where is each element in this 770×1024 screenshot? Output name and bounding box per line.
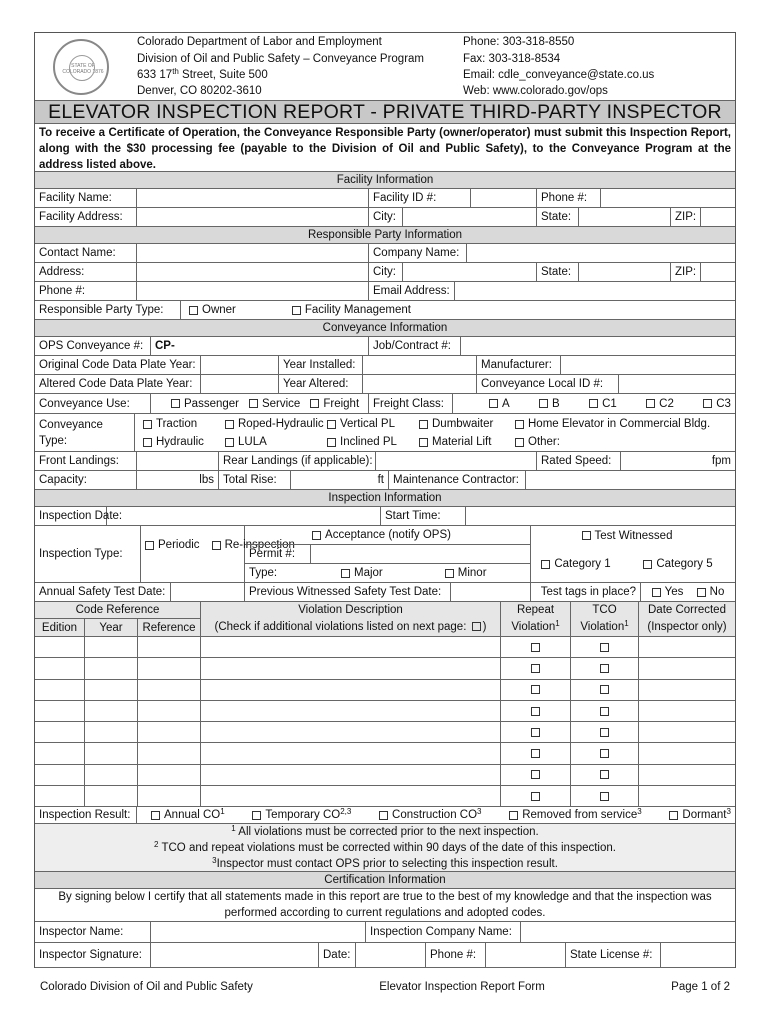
facility-state-input[interactable] xyxy=(579,208,671,226)
party-state-input[interactable] xyxy=(579,263,671,281)
description-input[interactable] xyxy=(201,658,501,678)
repeat-violation-checkbox[interactable] xyxy=(501,701,571,721)
edition-input[interactable] xyxy=(35,743,85,763)
label: Inspection Date: xyxy=(35,507,107,525)
party-city-input[interactable] xyxy=(403,263,537,281)
facility-management-checkbox[interactable]: Facility Management xyxy=(292,304,411,316)
company-name-input[interactable] xyxy=(467,244,735,262)
party-address-input[interactable] xyxy=(137,263,369,281)
label: State: xyxy=(537,208,579,226)
label: Rear Landings (if applicable): xyxy=(219,452,376,470)
label: Permit #: xyxy=(245,545,311,563)
label: Inspection Type: xyxy=(35,526,141,582)
label: Year Installed: xyxy=(279,356,363,374)
removed-from-service-checkbox[interactable]: Removed from service $^3$ xyxy=(509,809,642,821)
label: State License #: xyxy=(566,943,661,967)
party-email-input[interactable] xyxy=(455,282,735,300)
fax: Fax: 303-318-8534 xyxy=(463,53,561,65)
label: Address: xyxy=(35,263,137,281)
job-contract-input[interactable] xyxy=(461,337,735,355)
owner-checkbox[interactable]: Owner xyxy=(189,304,236,316)
web: Web: www.colorado.gov/ops xyxy=(463,85,608,97)
tco-violation-checkbox[interactable] xyxy=(571,722,639,742)
front-landings-input[interactable] xyxy=(137,452,219,470)
violation-row xyxy=(35,786,735,807)
edition-input[interactable] xyxy=(35,680,85,700)
class-a-checkbox[interactable]: A xyxy=(489,398,510,410)
label: Facility Address: xyxy=(35,208,137,226)
year-input[interactable] xyxy=(85,637,138,657)
date-corrected-input[interactable] xyxy=(639,722,735,742)
label: Previous Witnessed Safety Test Date: xyxy=(245,583,451,601)
repeat-violation-checkbox[interactable] xyxy=(501,765,571,785)
facility-id-input[interactable] xyxy=(471,189,537,207)
date-corrected-input[interactable] xyxy=(639,658,735,678)
description-input[interactable] xyxy=(201,701,501,721)
lula-checkbox[interactable]: LULA xyxy=(225,436,327,448)
class-c1-checkbox[interactable]: C1 xyxy=(589,398,617,410)
acceptance-checkbox[interactable]: Acceptance (notify OPS) xyxy=(312,529,451,541)
description-input[interactable] xyxy=(201,743,501,763)
repeat-violation-checkbox[interactable] xyxy=(501,786,571,806)
label: Phone #: xyxy=(426,943,486,967)
reference-input[interactable] xyxy=(138,743,201,763)
test-witnessed-checkbox[interactable]: Test Witnessed xyxy=(582,530,673,542)
ops-conveyance-input[interactable]: CP- xyxy=(151,337,369,355)
annual-co-checkbox[interactable]: Annual CO $^1$ xyxy=(151,809,225,821)
intro-text: To receive a Certificate of Operation, the Conveyance Responsible Party (owner/operator) must submit this Inspection Report, along with the $30 processing fee (payable to the Division of Oil and Public Safety), to the Conveyance Program at the address listed above. xyxy=(35,124,735,172)
rear-landings-input[interactable] xyxy=(376,452,537,470)
label: Type: xyxy=(249,567,278,579)
certification-statement: By signing below I certify that all statements made in this report are true to the best of my knowledge and that the inspection was performed according to current regulations and adopted codes. xyxy=(35,889,735,922)
division-name: Division of Oil and Public Safety – Conveyance Program xyxy=(137,53,425,65)
reference-input[interactable] xyxy=(138,637,201,657)
label: Total Rise: xyxy=(219,471,291,489)
annual-test-date-input[interactable] xyxy=(171,583,245,601)
reference-input[interactable] xyxy=(138,765,201,785)
section-responsible-party: Responsible Party Information xyxy=(35,227,735,244)
edition-input[interactable] xyxy=(35,722,85,742)
category-1-checkbox[interactable]: Category 1 xyxy=(541,558,610,570)
home-elevator-in-commercial-bldg-checkbox[interactable]: Home Elevator in Commercial Bldg. xyxy=(515,418,710,430)
label: State: xyxy=(537,263,579,281)
description-input[interactable] xyxy=(201,722,501,742)
original-year-input[interactable] xyxy=(201,356,279,374)
class-b-checkbox[interactable]: B xyxy=(539,398,560,410)
label: Year Altered: xyxy=(279,375,363,393)
dormant-checkbox[interactable]: Dormant $^3$ xyxy=(669,809,731,821)
description-input[interactable] xyxy=(201,637,501,657)
footnotes: $^1$ All violations must be corrected prior to the next inspection. $^2$ TCO and repeat violations must be corrected within 90 days of the date of this inspection. $^3$Inspector must contact OPS prior to selecting this inspection result. xyxy=(35,824,735,872)
year-input[interactable] xyxy=(85,786,138,806)
inspector-name-input[interactable] xyxy=(151,922,366,942)
violation-row xyxy=(35,765,735,786)
conveyance-type-options xyxy=(135,414,735,451)
edition-input[interactable] xyxy=(35,786,85,806)
tco-violation-checkbox[interactable] xyxy=(571,680,639,700)
year-input[interactable] xyxy=(85,680,138,700)
violation-row xyxy=(35,722,735,743)
label: Responsible Party Type: xyxy=(35,301,181,319)
temporary-co-checkbox[interactable]: Temporary CO $^{2,3}$ xyxy=(252,809,351,821)
facility-zip-input[interactable] xyxy=(701,208,735,226)
edition-input[interactable] xyxy=(35,765,85,785)
violation-row xyxy=(35,658,735,679)
violations-header: Code Reference Edition Year Reference Violation Description (Check if additional violations listed on next page: ) Repeat Violation$^1$ TCO Violation$^1$ Date Corrected (Inspector only) xyxy=(35,602,735,637)
facility-address-input[interactable] xyxy=(137,208,369,226)
label: City: xyxy=(369,263,403,281)
traction-checkbox[interactable]: Traction xyxy=(143,418,225,430)
section-facility: Facility Information xyxy=(35,172,735,189)
section-conveyance: Conveyance Information xyxy=(35,320,735,337)
label: Facility Name: xyxy=(35,189,137,207)
tags-no-checkbox[interactable]: No xyxy=(697,586,725,598)
inspector-signature-input[interactable] xyxy=(151,943,319,967)
repeat-violation-checkbox[interactable] xyxy=(501,658,571,678)
label: Facility ID #: xyxy=(369,189,471,207)
previous-test-date-input[interactable] xyxy=(451,583,531,601)
label: Inspector Signature: xyxy=(35,943,151,967)
label: Conveyance Local ID #: xyxy=(477,375,619,393)
description-input[interactable] xyxy=(201,765,501,785)
label: Phone #: xyxy=(35,282,137,300)
violation-row xyxy=(35,680,735,701)
altered-year-input[interactable] xyxy=(201,375,279,393)
repeat-violation-checkbox[interactable] xyxy=(501,743,571,763)
label: OPS Conveyance #: xyxy=(35,337,151,355)
conveyance-use-options xyxy=(151,394,369,413)
roped-hydraulic-checkbox[interactable]: Roped-Hydraulic xyxy=(225,418,327,430)
label: Original Code Data Plate Year: xyxy=(35,356,201,374)
capacity-input[interactable]: lbs xyxy=(137,471,219,489)
party-zip-input[interactable] xyxy=(701,263,735,281)
reinspection-checkbox[interactable]: Re-inspection xyxy=(212,539,295,551)
letterhead xyxy=(35,33,735,101)
label: Annual Safety Test Date: xyxy=(35,583,171,601)
year-installed-input[interactable] xyxy=(363,356,477,374)
minor-checkbox[interactable]: Minor xyxy=(445,567,487,579)
rated-speed-input[interactable]: fpm xyxy=(711,455,731,467)
tags-yes-checkbox[interactable]: Yes xyxy=(652,586,684,598)
edition-input[interactable] xyxy=(35,637,85,657)
year-input[interactable] xyxy=(85,765,138,785)
facility-city-input[interactable] xyxy=(403,208,537,226)
label: Contact Name: xyxy=(35,244,137,262)
vertical-pl-checkbox[interactable]: Vertical PL xyxy=(327,418,419,430)
tco-violation-checkbox[interactable] xyxy=(571,743,639,763)
phone: Phone: 303-318-8550 xyxy=(463,36,575,48)
violations-table xyxy=(35,637,735,807)
tco-violation-checkbox[interactable] xyxy=(571,658,639,678)
date-corrected-input[interactable] xyxy=(639,786,735,806)
state-license-input[interactable] xyxy=(661,943,735,967)
facility-name-input[interactable] xyxy=(137,189,369,207)
material-lift-checkbox[interactable]: Material Lift xyxy=(419,436,515,448)
reference-input[interactable] xyxy=(138,701,201,721)
date-corrected-input[interactable] xyxy=(639,765,735,785)
label: Inspector Name: xyxy=(35,922,151,942)
street-address: 633 17th Street, Suite 500 xyxy=(137,67,268,81)
label: Email Address: xyxy=(369,282,455,300)
reference-input[interactable] xyxy=(138,722,201,742)
manufacturer-input[interactable] xyxy=(561,356,735,374)
label: ZIP: xyxy=(671,263,701,281)
date-corrected-input[interactable] xyxy=(639,743,735,763)
inspection-date-input[interactable] xyxy=(107,507,381,525)
section-certification: Certification Information xyxy=(35,872,735,889)
label: Start Time: xyxy=(381,507,466,525)
tco-violation-checkbox[interactable] xyxy=(571,637,639,657)
label: Capacity: xyxy=(35,471,137,489)
label: Inspection Result: xyxy=(35,807,137,823)
description-input[interactable] xyxy=(201,680,501,700)
label: Test tags in place? xyxy=(531,583,641,601)
major-checkbox[interactable]: Major xyxy=(341,567,383,579)
service-checkbox[interactable]: Service xyxy=(249,398,300,410)
year-input[interactable] xyxy=(85,722,138,742)
section-inspection: Inspection Information xyxy=(35,490,735,507)
facility-phone-input[interactable] xyxy=(601,189,735,207)
date-corrected-input[interactable] xyxy=(639,637,735,657)
total-rise-input[interactable]: ft xyxy=(291,471,389,489)
hydraulic-checkbox[interactable]: Hydraulic xyxy=(143,436,225,448)
dept-name: Colorado Department of Labor and Employment xyxy=(137,36,382,48)
label: Altered Code Data Plate Year: xyxy=(35,375,201,393)
freight-checkbox[interactable]: Freight xyxy=(310,398,359,410)
tco-violation-checkbox[interactable] xyxy=(571,701,639,721)
other-checkbox[interactable]: Other: xyxy=(515,436,560,448)
repeat-violation-checkbox[interactable] xyxy=(501,722,571,742)
date-corrected-input[interactable] xyxy=(639,680,735,700)
date-input[interactable] xyxy=(356,943,426,967)
label: Date: xyxy=(319,943,356,967)
additional-violations-checkbox[interactable] xyxy=(472,622,481,631)
email: Email: cdle_conveyance@state.co.us xyxy=(463,69,655,81)
label: Job/Contract #: xyxy=(369,337,461,355)
passenger-checkbox[interactable]: Passenger xyxy=(171,398,239,410)
description-input[interactable] xyxy=(201,786,501,806)
inspection-company-input[interactable] xyxy=(521,922,735,942)
freight-class-options xyxy=(453,394,735,413)
reference-input[interactable] xyxy=(138,680,201,700)
inspector-phone-input[interactable] xyxy=(486,943,566,967)
contact-name-input[interactable] xyxy=(137,244,369,262)
inspection-form xyxy=(34,32,736,968)
violation-row xyxy=(35,701,735,722)
label: Phone #: xyxy=(537,189,601,207)
local-id-input[interactable] xyxy=(619,375,735,393)
repeat-violation-checkbox[interactable] xyxy=(501,680,571,700)
label: Company Name: xyxy=(369,244,467,262)
edition-input[interactable] xyxy=(35,701,85,721)
label: ZIP: xyxy=(671,208,701,226)
tco-violation-checkbox[interactable] xyxy=(571,786,639,806)
page-footer: Colorado Division of Oil and Public Safety Elevator Inspection Report Form Page 1 of 2 xyxy=(40,981,730,993)
state-seal-logo: STATE OF COLORADO 1876 xyxy=(53,39,109,95)
class-c3-checkbox[interactable]: C3 xyxy=(703,398,731,410)
label: Conveyance Type: xyxy=(35,414,135,451)
label: Inspection Company Name: xyxy=(366,922,521,942)
party-phone-input[interactable] xyxy=(137,282,369,300)
page-title: ELEVATOR INSPECTION REPORT - PRIVATE THIRD-PARTY INSPECTOR xyxy=(35,101,735,124)
year-input[interactable] xyxy=(85,701,138,721)
dumbwaiter-checkbox[interactable]: Dumbwaiter xyxy=(419,418,515,430)
city-address: Denver, CO 80202-3610 xyxy=(137,85,262,97)
label: Front Landings: xyxy=(35,452,137,470)
label: Conveyance Use: xyxy=(35,394,151,413)
violation-row xyxy=(35,637,735,658)
edition-input[interactable] xyxy=(35,658,85,678)
year-input[interactable] xyxy=(85,743,138,763)
reference-input[interactable] xyxy=(138,786,201,806)
date-corrected-input[interactable] xyxy=(639,701,735,721)
label: Manufacturer: xyxy=(477,356,561,374)
year-altered-input[interactable] xyxy=(363,375,477,393)
category-5-checkbox[interactable]: Category 5 xyxy=(643,558,712,570)
label: Freight Class: xyxy=(369,394,453,413)
class-c2-checkbox[interactable]: C2 xyxy=(646,398,674,410)
periodic-checkbox[interactable]: Periodic xyxy=(145,534,200,556)
inclined-pl-checkbox[interactable]: Inclined PL xyxy=(327,436,419,448)
violation-row xyxy=(35,743,735,764)
construction-co-checkbox[interactable]: Construction CO $^3$ xyxy=(379,809,481,821)
permit-input[interactable] xyxy=(311,545,530,563)
temporary-co-footnote: 2,3 xyxy=(340,806,352,816)
reference-input[interactable] xyxy=(138,658,201,678)
label: City: xyxy=(369,208,403,226)
label: Rated Speed: xyxy=(537,452,621,470)
repeat-violation-checkbox[interactable] xyxy=(501,637,571,657)
label: Maintenance Contractor: xyxy=(389,471,526,489)
year-input[interactable] xyxy=(85,658,138,678)
maintenance-contractor-input[interactable] xyxy=(526,471,735,489)
start-time-input[interactable] xyxy=(466,507,735,525)
tco-violation-checkbox[interactable] xyxy=(571,765,639,785)
